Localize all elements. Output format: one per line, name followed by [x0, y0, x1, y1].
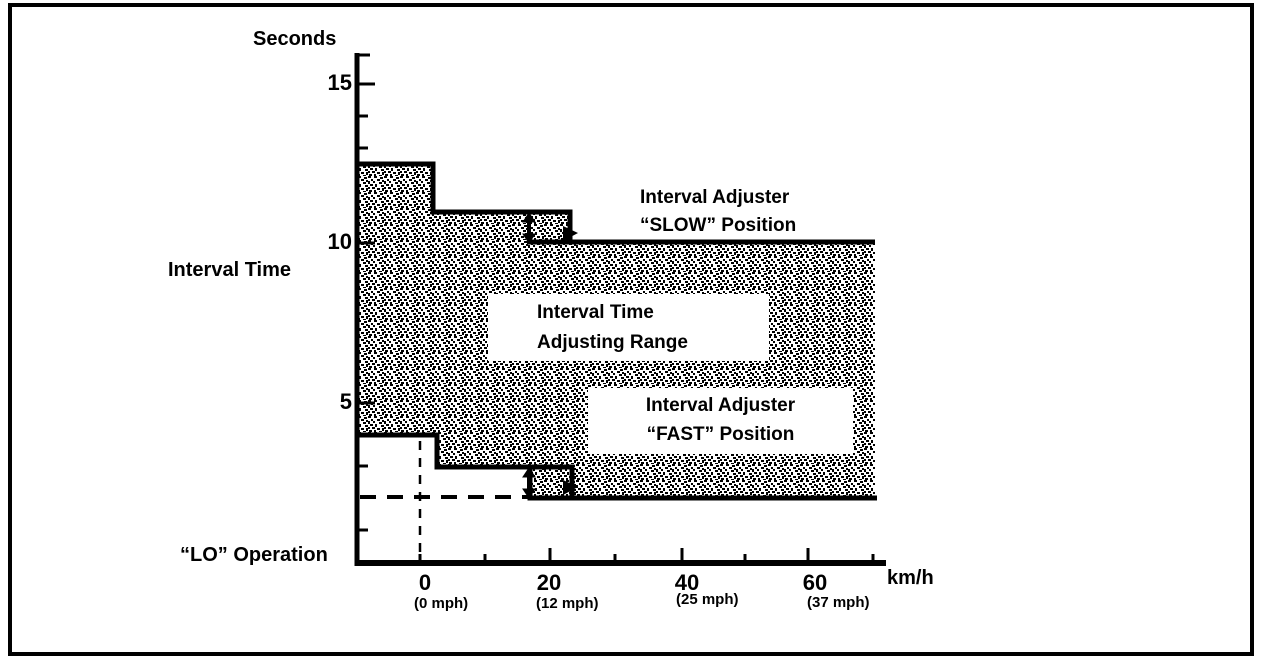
- adjusting-range-line2: Adjusting Range: [537, 332, 688, 353]
- y-tick-5: 5: [339, 389, 352, 414]
- adjusting-range-line1: Interval Time: [537, 302, 654, 323]
- x-tick-60: 60: [802, 570, 828, 595]
- slow-position-line1: Interval Adjuster: [640, 187, 790, 208]
- adjusting-range-text: [537, 298, 688, 358]
- lo-operation-label: “LO” Operation: [180, 544, 328, 566]
- x-mph-0: (0 mph): [414, 595, 469, 612]
- y-tick-10: 10: [327, 229, 352, 254]
- y-tick-15: 15: [327, 70, 352, 95]
- y-unit-label: Seconds: [253, 28, 337, 50]
- slow-position-line2: “SLOW” Position: [640, 215, 797, 236]
- adjusting-range-labelbox: [488, 294, 769, 361]
- fast-position-text: [588, 391, 853, 449]
- slow-position-annotation: [640, 184, 796, 240]
- x-mph-60: (37 mph): [807, 594, 870, 611]
- fast-position-labelbox: [588, 388, 853, 454]
- x-unit-label: km/h: [887, 567, 934, 589]
- fast-position-line1: Interval Adjuster: [645, 395, 796, 416]
- x-tick-20: 20: [536, 570, 562, 595]
- x-mph-40: (25 mph): [676, 591, 739, 608]
- x-tick-0: 0: [418, 570, 432, 595]
- fast-position-line2: “FAST” Position: [646, 424, 795, 445]
- x-mph-20: (12 mph): [536, 595, 599, 612]
- y-axis-title: Interval Time: [168, 259, 292, 281]
- x-tick-40: 40: [674, 570, 700, 595]
